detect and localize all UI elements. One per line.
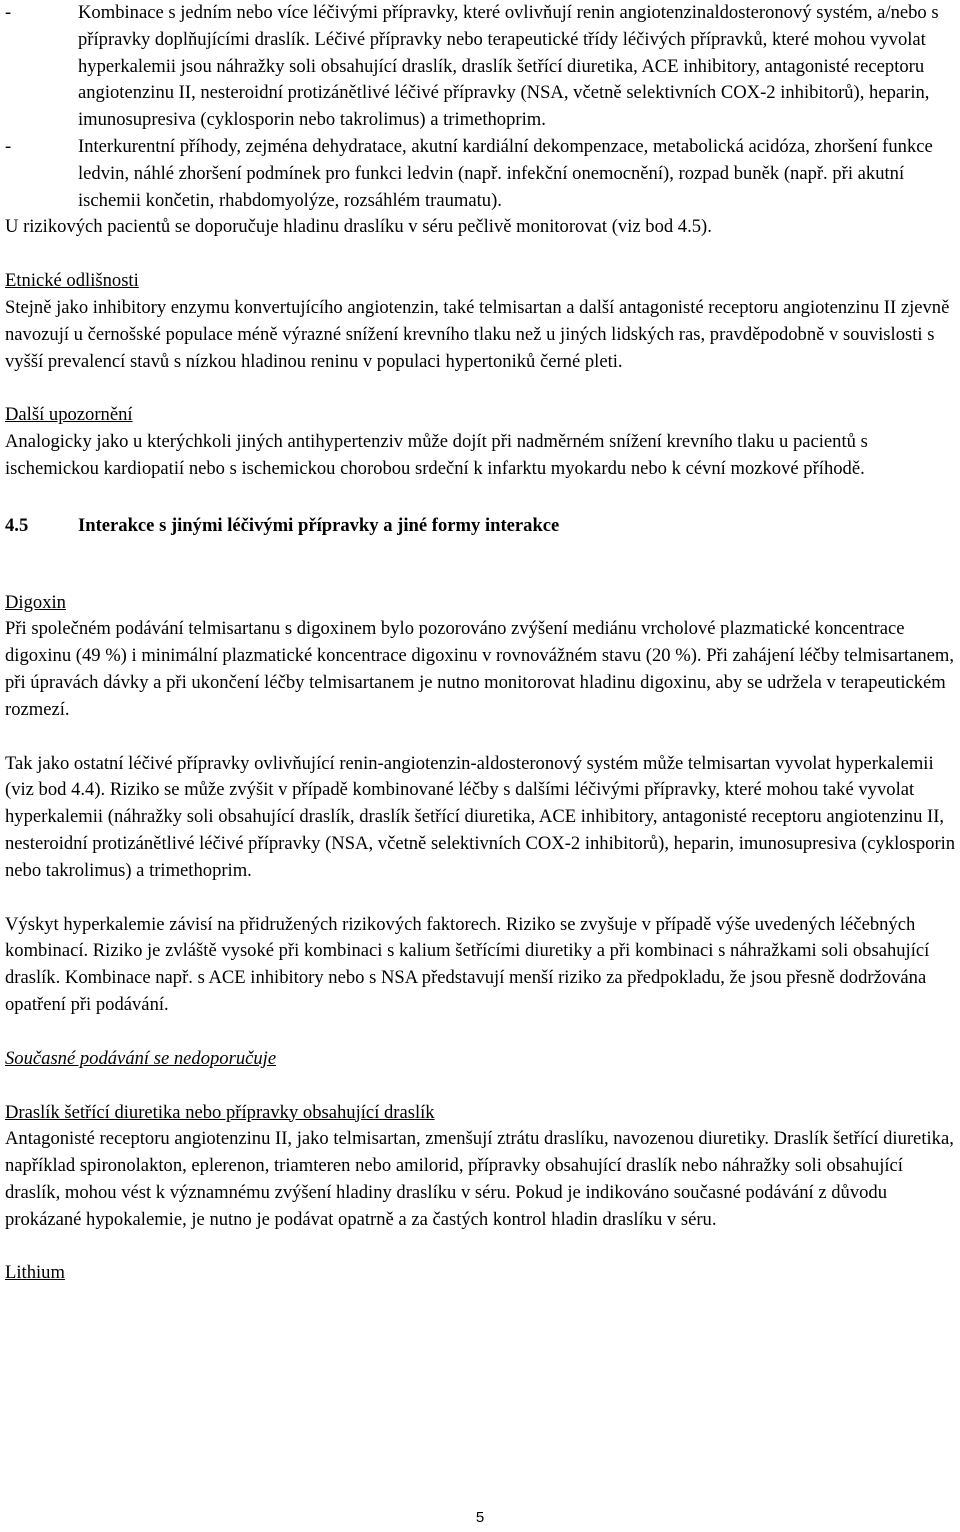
- section-number: 4.5: [5, 514, 29, 536]
- potassium-heading: Draslík šetřící diuretika nebo přípravky obsahující draslík: [5, 1101, 435, 1123]
- bullet-text: Kombinace s jedním nebo více léčivými přípravky, které ovlivňují renin angiotenzinaldosteronový systém, a/nebo s přípravky doplňujícími draslík. Léčivé přípravky nebo terapeutické třídy léčivých přípravků, které mohou vyvolat hyperkalemii jsou náhražky soli obsahující draslík, draslík šetřící diuretika, ACE inhibitory, antagonisté receptoru angiotenzinu II, nesteroidní protizánětlivé léčivé přípravky (NSA, včetně selektivních COX-2 inhibitorů), heparin, imunosupresiva (cyklosporin nebo takrolimus) a trimethoprim.: [78, 2, 939, 131]
- digoxin-paragraph: Při společném podávání telmisartanu s digoxinem bylo pozorováno zvýšení mediánu vrcholové plazmatické koncentrace digoxinu (49 %) i minimální plazmatické koncentrace digoxinu v rovnovážném stavu (20 %). Při zahájení léčby telmisartanem, při úpravách dávky a při ukončení léčby telmisartanem je nutno monitorovat hladinu digoxinu, aby se udržela v terapeutickém rozmezí.: [5, 618, 955, 720]
- digoxin-heading: Digoxin: [5, 591, 66, 613]
- other-warnings-paragraph: Analogicky jako u kterýchkoli jiných antihypertenziv může dojít při nadměrném snížení krevního tlaku u pacientů s ischemickou kardiopatií nebo s ischemickou chorobou srdeční k infarktu myokardu nebo k cévní mozkové příhodě.: [5, 431, 868, 479]
- section-title: Interakce s jinými léčivými přípravky a jiné formy interakce: [78, 514, 560, 536]
- not-recommended-heading: Současné podávání se nedoporučuje: [5, 1047, 277, 1069]
- other-warnings-heading: Další upozornění: [5, 404, 133, 426]
- ethnic-heading: Etnické odlišnosti: [5, 270, 139, 292]
- document-page: [5, 0, 957, 1287]
- hyperkalemia-risk-paragraph: Výskyt hyperkalemie závisí na přidružených rizikových faktorech. Riziko se zvyšuje v případě výše uvedených léčebných kombinací. Riziko je zvláště vysoké při kombinaci s kalium šetřícími diuretiky a při kombinaci s náhražkami soli obsahující draslík. Kombinace např. s ACE inhibitory nebo s NSA představují menší riziko za předpokladu, že jsou přesně dodržována opatření při podávání.: [5, 913, 930, 1015]
- bullet-dash: -: [5, 2, 12, 23]
- potassium-paragraph: Antagonisté receptoru angiotenzinu II, jako telmisartan, zmenšují ztrátu draslíku, navozenou diuretiky. Draslík šetřící diuretika, například spironolakton, eplerenon, triamteren nebo amilorid, přípravky obsahující draslík nebo náhražky soli obsahující draslík, mohou vést k významnému zvýšení hladiny draslíku v séru. Pokud je indikováno současné podávání z důvodu prokázané hypokalemie, je nutno je podávat opatrně a za častých kontrol hladin draslíku v séru.: [5, 1128, 954, 1230]
- bullet-item: [5, 0, 957, 134]
- bullet-dash: -: [5, 135, 12, 157]
- hyperkalemia-paragraph: Tak jako ostatní léčivé přípravky ovlivňující renin-angiotenzin-aldosteronový systém může telmisartan vyvolat hyperkalemii (viz bod 4.4). Riziko se může zvýšit v případě kombinované léčby s dalšími léčivými přípravky, které mohou také vyvolat hyperkalemii (náhražky soli obsahující draslík, draslík šetřící diuretika, ACE inhibitory, antagonisté receptoru angiotenzinu II, nesteroidní protizánětlivé léčivé přípravky (NSA, včetně selektivních COX-2 inhibitorů), heparin, imunosupresiva (cyklosporin nebo takrolimus) a trimethoprim.: [5, 752, 956, 881]
- section-heading: [5, 513, 957, 540]
- ethnic-paragraph: Stejně jako inhibitory enzymu konvertujícího angiotenzin, také telmisartan a další antagonisté receptoru angiotenzinu II zjevně navozují u černošské populace méně výrazné snížení krevního tlaku než u jiných lidských ras, pravděpodobně v souvislosti s vyšší prevalencí stavů s nízkou hladinou reninu v populaci hypertoniků černé pleti.: [5, 296, 950, 372]
- page-number: 5: [475, 1509, 485, 1526]
- lithium-heading: Lithium: [5, 1262, 65, 1284]
- monitor-note: U rizikových pacientů se doporučuje hladinu draslíku v séru pečlivě monitorovat (viz bod 4.5).: [5, 216, 712, 238]
- bullet-text: Interkurentní příhody, zejména dehydratace, akutní kardiální dekompenzace, metabolická acidóza, zhoršení funkce ledvin, náhlé zhoršení podmínek pro funkci ledvin (např. infekční onemocnění), rozpad buněk (např. při akutní ischemii končetin, rhabdomyolýze, rozsáhlém traumatu).: [78, 135, 933, 211]
- bullet-item: [5, 134, 957, 214]
